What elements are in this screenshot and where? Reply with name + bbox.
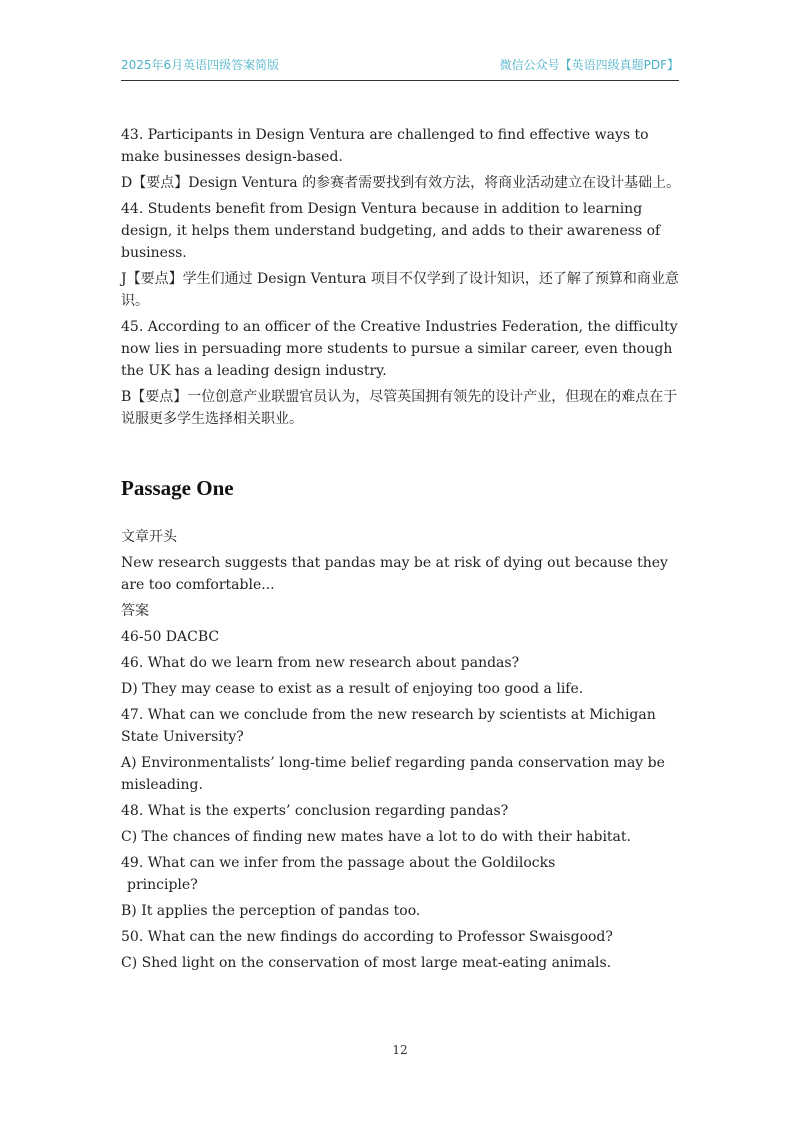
- answer-44: J【要点】学生们通过 Design Ventura 项目不仅学到了设计知识，还了解了预算和商业意识。: [121, 271, 679, 309]
- question-49-line2: principle?: [127, 877, 198, 893]
- answer-50: C) Shed light on the conservation of most large meat-eating animals.: [121, 955, 612, 971]
- answer-47: A) Environmentalists’ long-time belief regarding panda conservation may be misleading.: [121, 755, 665, 793]
- question-43: 43. Participants in Design Ventura are challenged to find effective ways to make businesses design-based.: [121, 127, 649, 165]
- question-45: 45. According to an officer of the Creative Industries Federation, the difficulty now lies in persuading more students to pursue a similar career, even though the UK has a leading design industry.: [121, 319, 678, 379]
- question-50: 50. What can the new findings do according to Professor Swaisgood?: [121, 929, 613, 945]
- header-wechat-label: 微信公众号【英语四级真题PDF】: [499, 58, 679, 72]
- answer-45: B【要点】一位创意产业联盟官员认为，尽管英国拥有领先的设计产业，但现在的难点在于说服更多学生选择相关职业。: [121, 389, 678, 427]
- page-number: 12: [392, 1043, 408, 1057]
- opening-text: New research suggests that pandas may be at risk of dying out because they are too comfortable...: [121, 555, 668, 593]
- page-header: [121, 56, 679, 81]
- answer-label: 答案: [121, 603, 149, 619]
- page-content: [121, 124, 681, 978]
- opening-label: 文章开头: [121, 529, 177, 545]
- answer-range: 46-50 DACBC: [121, 629, 220, 645]
- answer-46: D) They may cease to exist as a result of enjoying too good a life.: [121, 681, 584, 697]
- question-49-line1: 49. What can we infer from the passage about the Goldilocks: [121, 855, 556, 871]
- question-46: 46. What do we learn from new research about pandas?: [121, 655, 520, 671]
- answer-43: D【要点】Design Ventura 的参赛者需要找到有效方法，将商业活动建立在设计基础上。: [121, 175, 681, 191]
- question-48: 48. What is the experts’ conclusion regarding pandas?: [121, 803, 509, 819]
- header-title: 2025年6月英语四级答案简版: [121, 58, 280, 72]
- answer-48: C) The chances of finding new mates have a lot to do with their habitat.: [121, 829, 631, 845]
- answer-49: B) It applies the perception of pandas too.: [121, 903, 421, 919]
- question-47: 47. What can we conclude from the new research by scientists at Michigan State University?: [121, 707, 656, 745]
- passage-title: Passage One: [121, 476, 234, 500]
- question-44: 44. Students benefit from Design Ventura because in addition to learning design, it helps them understand budgeting, and adds to their awareness of business.: [121, 201, 661, 261]
